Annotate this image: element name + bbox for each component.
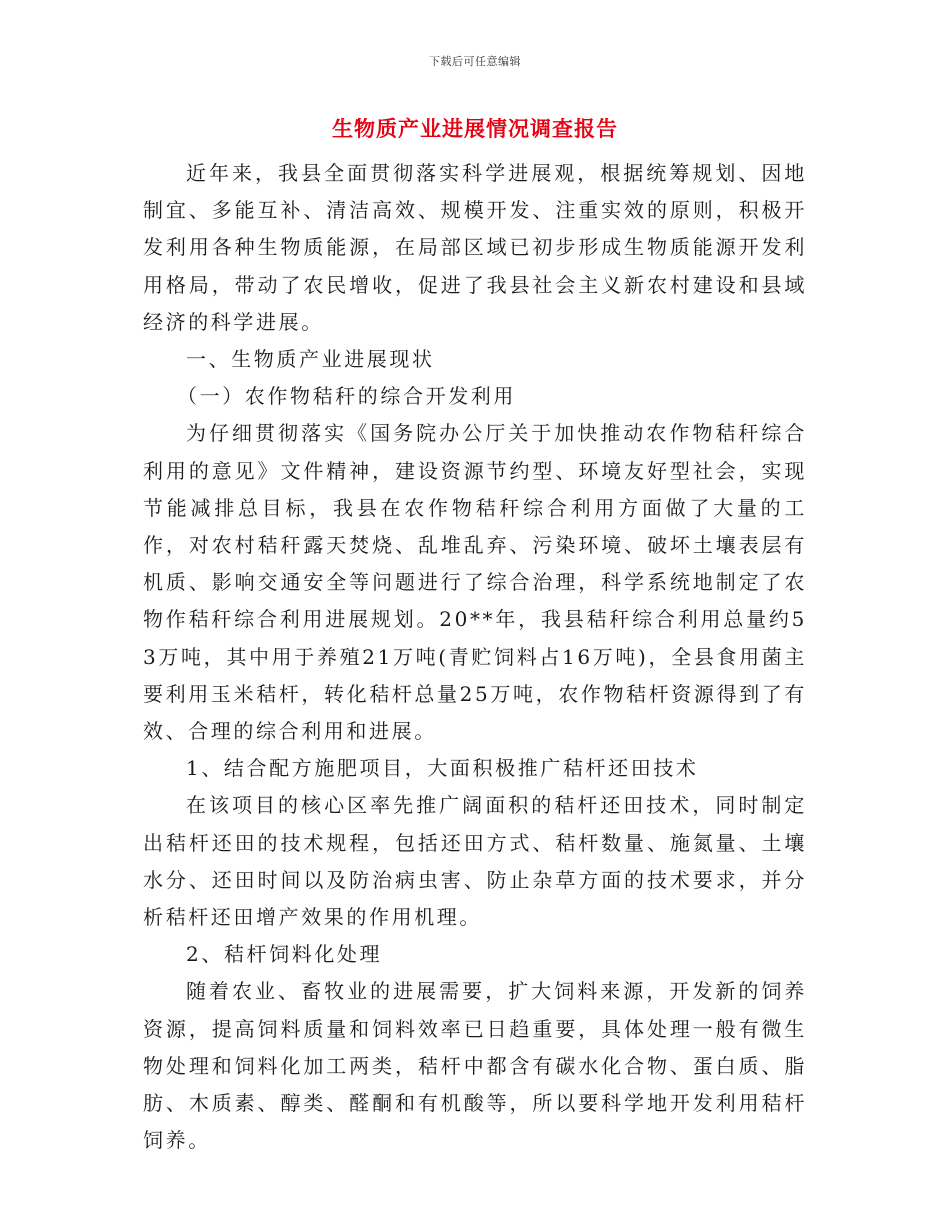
document-body — [143, 155, 807, 1159]
straw-utilization-paragraph: 为仔细贯彻落实《国务院办公厅关于加快推动农作物秸秆综合利用的意见》文件精神，建设资源节约型、环境友好型社会，实现节能减排总目标，我县在农作物秸秆综合利用方面做了大量的工作，对农村秸秆露天焚烧、乱堆乱弃、污染环境、破坏土壤表层有机质、影响交通安全等问题进行了综合治理，科学系统地制定了农物作秸秆综合利用进展规划。20**年，我县秸秆综合利用总量约53万吨，其中用于养殖21万吨(青贮饲料占16万吨)，全县食用菌主要利用玉米秸杆，转化秸杆总量25万吨，农作物秸杆资源得到了有效、合理的综合利用和进展。 — [143, 421, 807, 744]
intro-paragraph: 近年来，我县全面贯彻落实科学进展观，根据统筹规划、因地制宜、多能互补、清洁高效、规模开发、注重实效的原则，积极开发利用各种生物质能源，在局部区域已初步形成生物质能源开发利用格局，带动了农民增收，促进了我县社会主义新农村建设和县域经济的科学进展。 — [143, 161, 807, 334]
header-note: 下载后可任意编辑 — [429, 55, 521, 68]
section-heading-status: 一、生物质产业进展现状 — [186, 347, 435, 372]
subsection-heading-straw: （一）农作物秸秆的综合开发利用 — [177, 384, 516, 409]
straw-return-paragraph: 在该项目的核心区率先推广阔面积的秸杆还田技术，同时制定出秸杆还田的技术规程，包括还田方式、秸杆数量、施氮量、土壤水分、还田时间以及防治病虫害、防止杂草方面的技术要求，并分析秸杆还田增产效果的作用机理。 — [143, 793, 807, 930]
item-heading-straw-feed: 2、秸杆饲料化处理 — [186, 942, 383, 967]
document-title: 生物质产业进展情况调查报告 — [332, 116, 618, 141]
straw-feed-paragraph: 随着农业、畜牧业的进展需要，扩大饲料来源，开发新的饲养资源，提高饲料质量和饲料效率已日趋重要，具体处理一般有微生物处理和饲料化加工两类，秸杆中都含有碳水化合物、蛋白质、脂肪、木质素、醇类、醛酮和有机酸等，所以要科学地开发利用秸杆饲养。 — [143, 979, 807, 1153]
item-heading-straw-return: 1、结合配方施肥项目，大面积极推广秸杆还田技术 — [186, 756, 699, 781]
